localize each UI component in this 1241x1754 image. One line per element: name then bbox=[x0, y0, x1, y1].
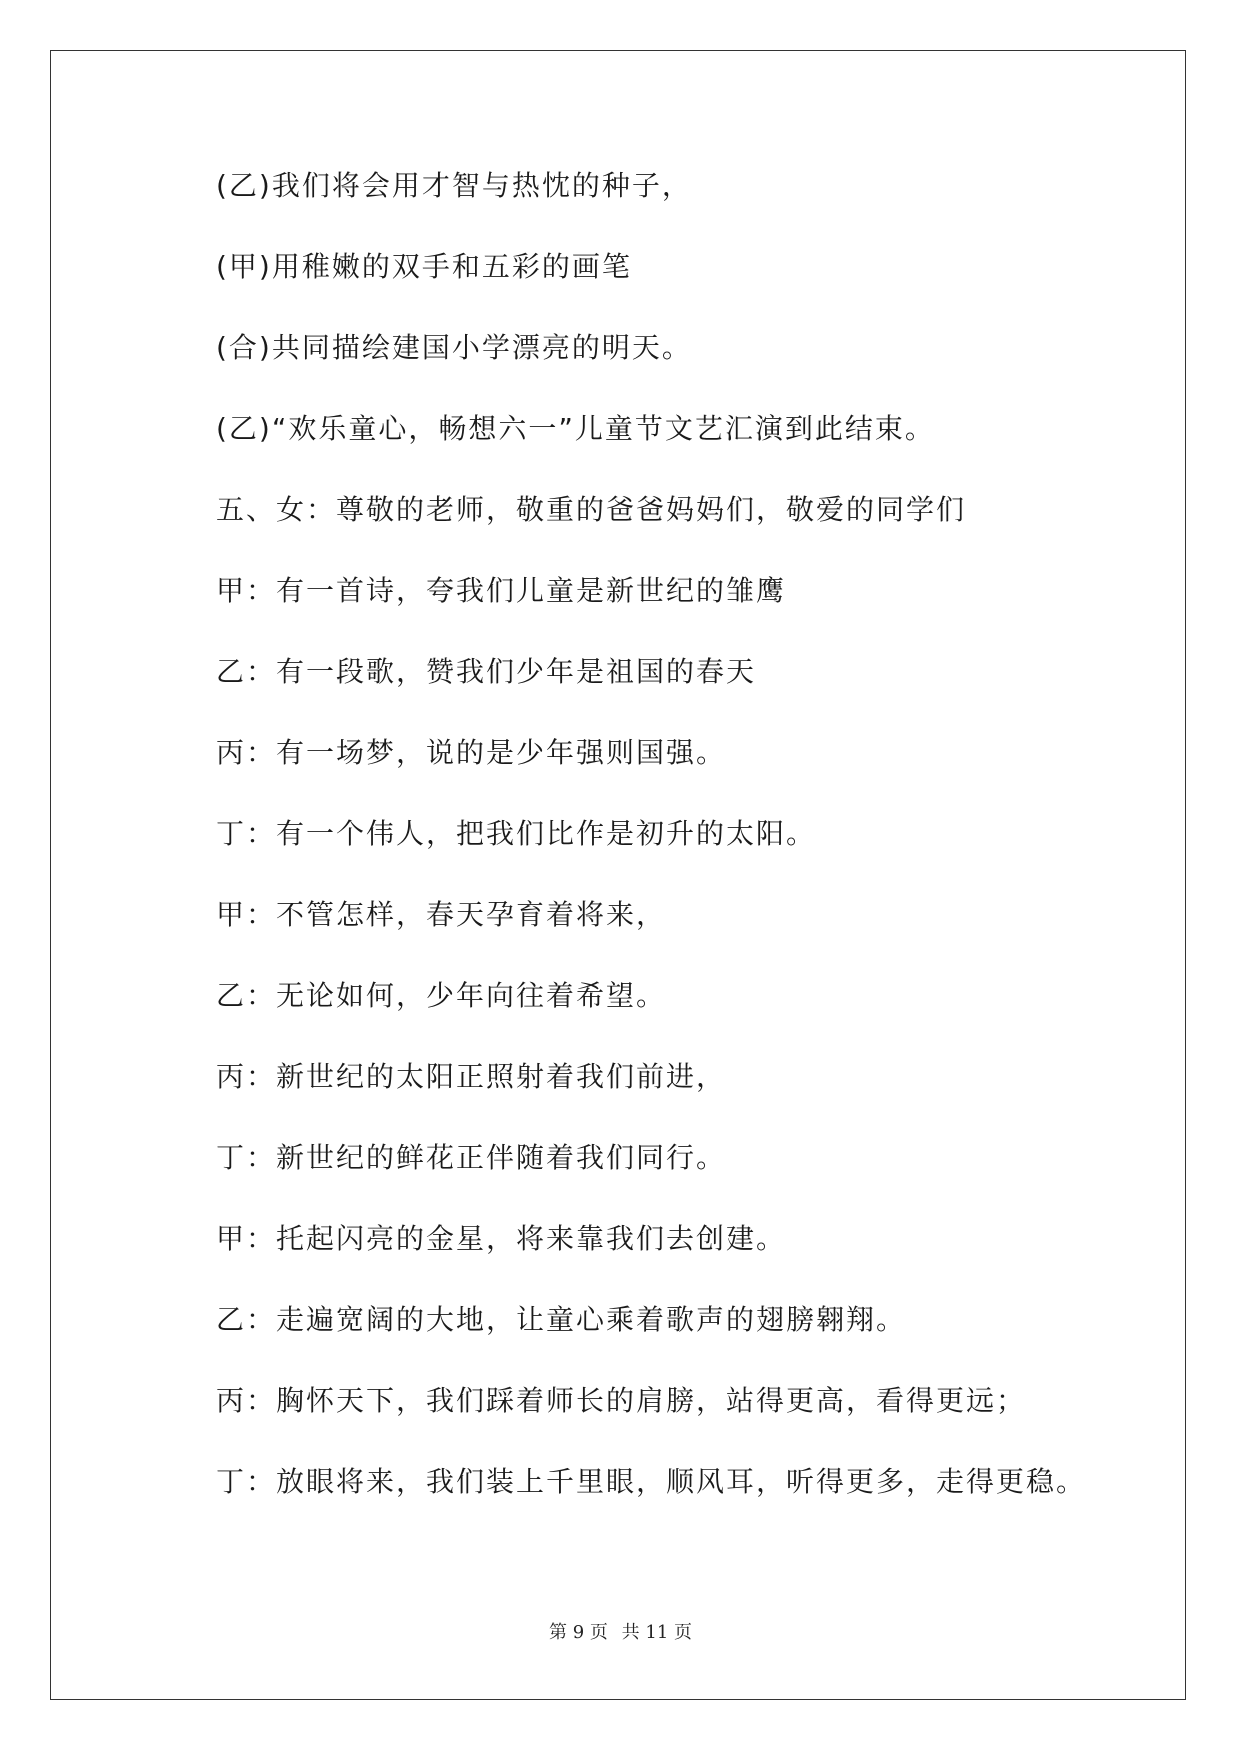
text-line: 丁：新世纪的鲜花正伴随着我们同行。 bbox=[216, 1141, 727, 1174]
text-line: (乙)我们将会用才智与热忱的种子， bbox=[216, 169, 692, 202]
text-line: 甲：托起闪亮的金星，将来靠我们去创建。 bbox=[216, 1222, 787, 1255]
text-line: 丙：胸怀天下，我们踩着师长的肩膀，站得更高，看得更远； bbox=[216, 1384, 1027, 1417]
text-line: 丙：有一场梦，说的是少年强则国强。 bbox=[216, 736, 727, 769]
text-line: 丁：放眼将来，我们装上千里眼，顺风耳，听得更多，走得更稳。 bbox=[216, 1465, 1087, 1498]
text-line: (合)共同描绘建国小学漂亮的明天。 bbox=[216, 331, 692, 364]
text-line: 五、女：尊敬的老师，敬重的爸爸妈妈们，敬爱的同学们 bbox=[216, 493, 967, 526]
page-total: 共 11 页 bbox=[621, 1622, 692, 1643]
text-line: (甲)用稚嫩的双手和五彩的画笔 bbox=[216, 250, 632, 283]
text-line: (乙)“欢乐童心，畅想六一”儿童节文艺汇演到此结束。 bbox=[216, 412, 935, 445]
page-number: 第 9 页 bbox=[549, 1622, 608, 1643]
text-line: 甲：不管怎样，春天孕育着将来， bbox=[216, 898, 667, 931]
text-line: 乙：无论如何，少年向往着希望。 bbox=[216, 979, 667, 1012]
text-line: 甲：有一首诗，夸我们儿童是新世纪的雏鹰 bbox=[216, 574, 787, 607]
document-body bbox=[216, 168, 1116, 1545]
text-line: 乙：有一段歌，赞我们少年是祖国的春天 bbox=[216, 655, 757, 688]
page-footer bbox=[0, 1618, 1241, 1644]
text-line: 丁：有一个伟人，把我们比作是初升的太阳。 bbox=[216, 817, 817, 850]
text-line: 丙：新世纪的太阳正照射着我们前进， bbox=[216, 1060, 727, 1093]
text-line: 乙：走遍宽阔的大地，让童心乘着歌声的翅膀翱翔。 bbox=[216, 1303, 907, 1336]
